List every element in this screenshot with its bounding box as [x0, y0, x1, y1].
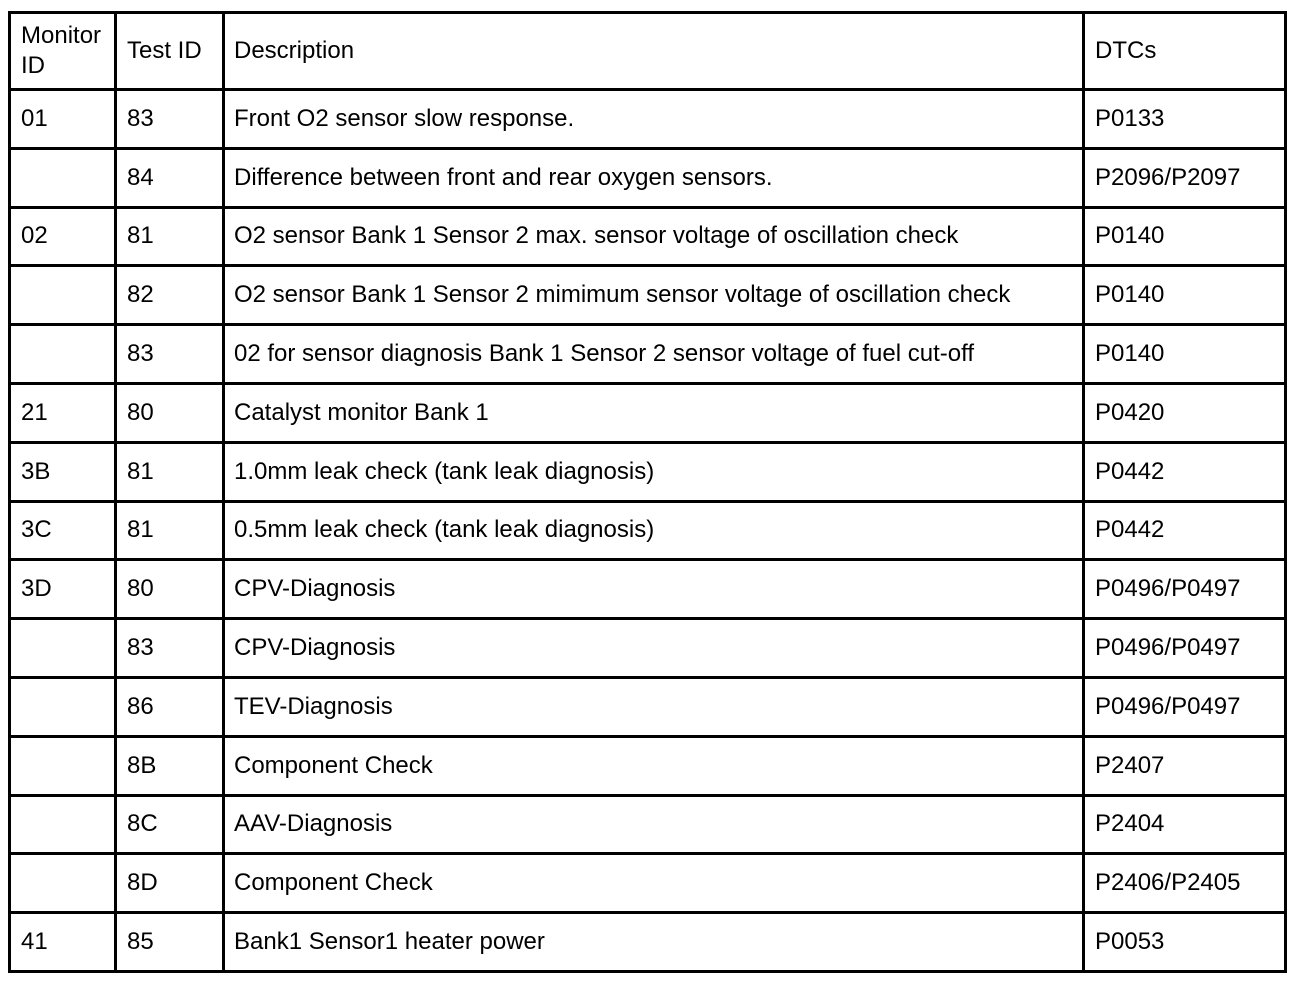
- cell-dtcs: P0442: [1084, 442, 1286, 501]
- table-row: [10, 266, 1286, 325]
- cell-dtcs: P0496/P0497: [1084, 677, 1286, 736]
- cell-monitor-id: [10, 148, 116, 207]
- cell-description: O2 sensor Bank 1 Sensor 2 max. sensor voltage of oscillation check: [224, 207, 1084, 266]
- cell-dtcs: P0496/P0497: [1084, 560, 1286, 619]
- cell-monitor-id: [10, 325, 116, 384]
- cell-dtcs: P0140: [1084, 325, 1286, 384]
- cell-monitor-id: 02: [10, 207, 116, 266]
- cell-test-id: 81: [116, 501, 224, 560]
- dtc-table-container: [8, 11, 1287, 973]
- cell-dtcs: P2404: [1084, 795, 1286, 854]
- cell-description: Front O2 sensor slow response.: [224, 90, 1084, 149]
- header-test-id: Test ID: [116, 13, 224, 90]
- cell-description: CPV-Diagnosis: [224, 619, 1084, 678]
- cell-test-id: 8C: [116, 795, 224, 854]
- cell-test-id: 83: [116, 90, 224, 149]
- cell-monitor-id: 41: [10, 913, 116, 972]
- cell-test-id: 80: [116, 383, 224, 442]
- cell-monitor-id: [10, 677, 116, 736]
- cell-test-id: 83: [116, 619, 224, 678]
- cell-monitor-id: [10, 854, 116, 913]
- cell-monitor-id: 3D: [10, 560, 116, 619]
- cell-dtcs: P0140: [1084, 266, 1286, 325]
- cell-monitor-id: 3B: [10, 442, 116, 501]
- cell-test-id: 8D: [116, 854, 224, 913]
- cell-monitor-id: 21: [10, 383, 116, 442]
- cell-dtcs: P0133: [1084, 90, 1286, 149]
- cell-monitor-id: [10, 736, 116, 795]
- table-row: [10, 325, 1286, 384]
- table-row: [10, 913, 1286, 972]
- table-row: [10, 736, 1286, 795]
- cell-test-id: 82: [116, 266, 224, 325]
- cell-description: Catalyst monitor Bank 1: [224, 383, 1084, 442]
- cell-monitor-id: [10, 795, 116, 854]
- monitor-dtc-table: [8, 11, 1287, 973]
- cell-monitor-id: 01: [10, 90, 116, 149]
- cell-dtcs: P2406/P2405: [1084, 854, 1286, 913]
- cell-monitor-id: [10, 266, 116, 325]
- cell-description: 02 for sensor diagnosis Bank 1 Sensor 2 sensor voltage of fuel cut-off: [224, 325, 1084, 384]
- cell-description: AAV-Diagnosis: [224, 795, 1084, 854]
- table-row: [10, 90, 1286, 149]
- cell-test-id: 81: [116, 442, 224, 501]
- cell-description: 1.0mm leak check (tank leak diagnosis): [224, 442, 1084, 501]
- cell-dtcs: P0420: [1084, 383, 1286, 442]
- cell-dtcs: P0496/P0497: [1084, 619, 1286, 678]
- cell-dtcs: P2407: [1084, 736, 1286, 795]
- header-dtcs: DTCs: [1084, 13, 1286, 90]
- table-row: [10, 501, 1286, 560]
- table-header-row: [10, 13, 1286, 90]
- cell-description: TEV-Diagnosis: [224, 677, 1084, 736]
- table-row: [10, 677, 1286, 736]
- cell-description: O2 sensor Bank 1 Sensor 2 mimimum sensor voltage of oscillation check: [224, 266, 1084, 325]
- cell-test-id: 83: [116, 325, 224, 384]
- table-row: [10, 795, 1286, 854]
- table-row: [10, 148, 1286, 207]
- cell-monitor-id: [10, 619, 116, 678]
- cell-description: 0.5mm leak check (tank leak diagnosis): [224, 501, 1084, 560]
- cell-description: Bank1 Sensor1 heater power: [224, 913, 1084, 972]
- cell-description: Component Check: [224, 736, 1084, 795]
- cell-test-id: 85: [116, 913, 224, 972]
- cell-dtcs: P0053: [1084, 913, 1286, 972]
- cell-dtcs: P0442: [1084, 501, 1286, 560]
- table-row: [10, 560, 1286, 619]
- table-row: [10, 442, 1286, 501]
- header-monitor-id: Monitor ID: [10, 13, 116, 90]
- header-description: Description: [224, 13, 1084, 90]
- cell-test-id: 81: [116, 207, 224, 266]
- cell-description: CPV-Diagnosis: [224, 560, 1084, 619]
- table-row: [10, 207, 1286, 266]
- table-row: [10, 854, 1286, 913]
- cell-description: Difference between front and rear oxygen sensors.: [224, 148, 1084, 207]
- cell-dtcs: P0140: [1084, 207, 1286, 266]
- cell-test-id: 80: [116, 560, 224, 619]
- cell-description: Component Check: [224, 854, 1084, 913]
- cell-test-id: 86: [116, 677, 224, 736]
- cell-monitor-id: 3C: [10, 501, 116, 560]
- cell-test-id: 8B: [116, 736, 224, 795]
- table-row: [10, 619, 1286, 678]
- cell-dtcs: P2096/P2097: [1084, 148, 1286, 207]
- cell-test-id: 84: [116, 148, 224, 207]
- table-row: [10, 383, 1286, 442]
